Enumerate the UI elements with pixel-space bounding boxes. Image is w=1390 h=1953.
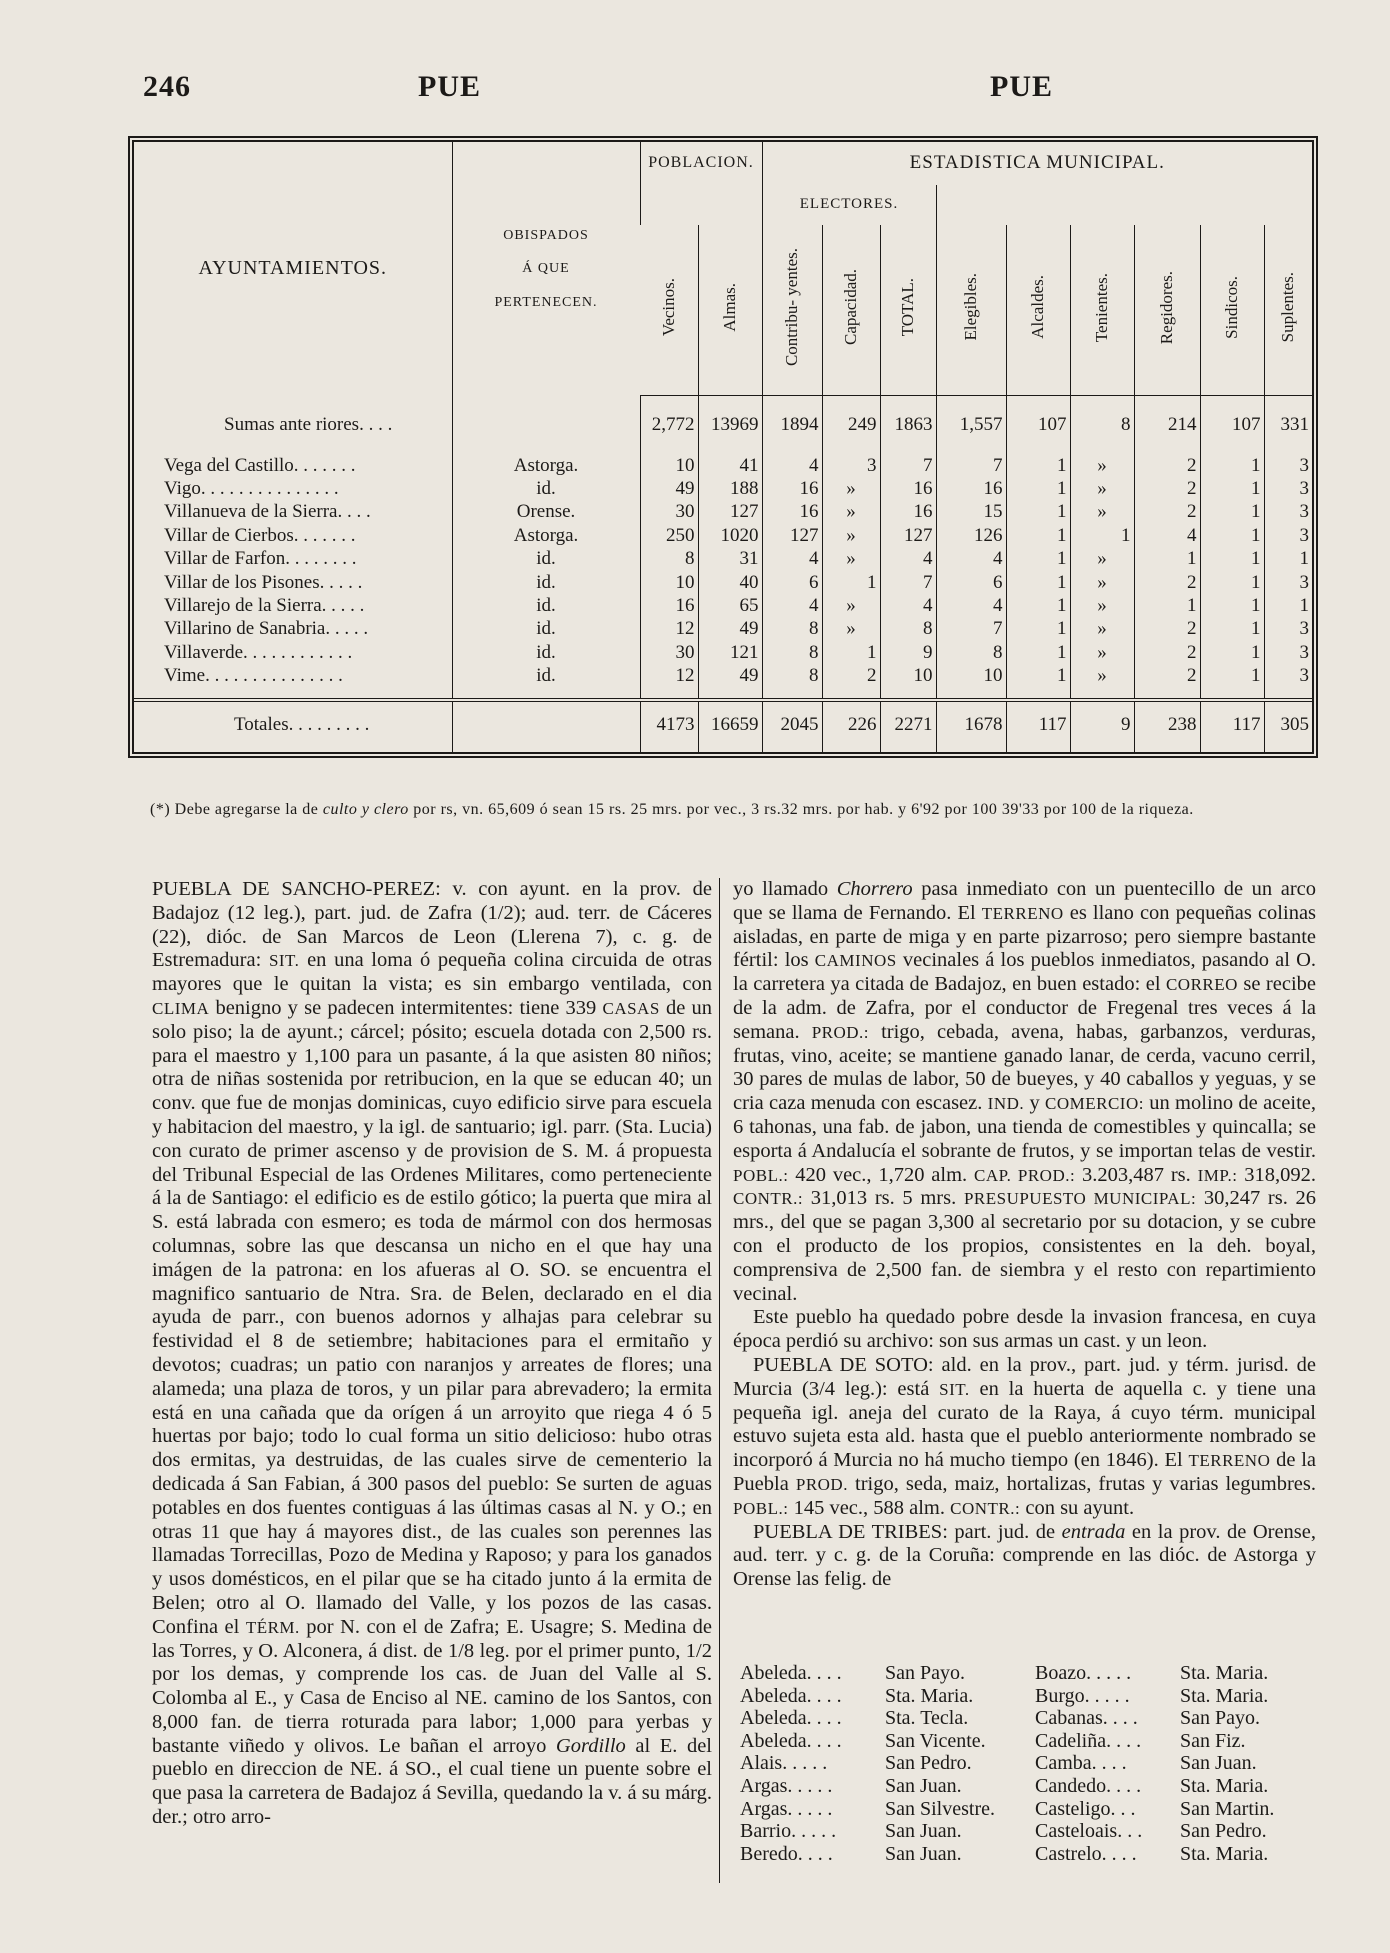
cell-value: 8 (880, 618, 936, 641)
cell-value: 1 (1200, 594, 1264, 617)
cell-value: 2 (1134, 501, 1200, 524)
table-row (134, 641, 1312, 664)
row-name: Villaverde. . . . . . . . . . . . (164, 641, 353, 663)
cell-value: 1 (1134, 548, 1200, 571)
cell-value: 3 (822, 454, 880, 477)
row-name: Villanueva de la Sierra. . . . (164, 501, 371, 523)
cell-value: 1678 (936, 700, 1006, 748)
cell-value: 1 (1134, 594, 1200, 617)
parish-cell: San Payo. (885, 1662, 965, 1684)
cell-value: 9 (1070, 700, 1134, 748)
row-obispado: id. (452, 641, 640, 664)
cell-value: 3 (1264, 665, 1312, 689)
cell-value: 4 (880, 594, 936, 617)
column-header: Alcaldes. (1006, 225, 1070, 396)
cell-value: 8 (762, 665, 822, 689)
statistics-table (128, 136, 1318, 758)
cell-value: 8 (762, 618, 822, 641)
cell-value: 7 (936, 454, 1006, 477)
cell-value: 16 (762, 501, 822, 524)
text-column-left (152, 878, 712, 1830)
footnote: (*) Debe agregarse la de culto y clero por rs, vn. 65,609 ó sean 15 rs. 25 mrs. por vec., 3 rs.32 mrs. por hab. y 6'92 por 100 39'33 por 100 de la riqueza. (150, 801, 1194, 818)
cell-value: 1 (1006, 454, 1070, 477)
cell-value: 126 (936, 524, 1006, 547)
row-obispado: id. (452, 477, 640, 500)
cell-value: 4 (1134, 524, 1200, 547)
parish-cell: San Juan. (885, 1842, 962, 1865)
cell-value: 8 (936, 641, 1006, 664)
table-row (134, 454, 1312, 477)
cell-value: 2045 (762, 700, 822, 748)
cell-value: » (1070, 548, 1134, 571)
parish-cell: Boazo. . . . . (1035, 1662, 1132, 1684)
cell-value: 7 (880, 454, 936, 477)
cell-value: 2 (1134, 618, 1200, 641)
column-header: Suplentes. (1264, 225, 1312, 396)
parish-list (740, 1662, 1320, 1865)
cell-value: 1 (1006, 571, 1070, 594)
cell-value: 1 (1200, 501, 1264, 524)
paragraph-history: Este pueblo ha quedado pobre desde la invasion francesa, en cuya época perdió su archivo: son sus armas un cast. y un leon. (733, 1306, 1316, 1353)
parish-cell: Sta. Maria. (1180, 1774, 1269, 1797)
cell-value: 1 (1200, 571, 1264, 594)
cell-value: 1,557 (936, 396, 1006, 454)
row-obispado: id. (452, 594, 640, 617)
cell-value: 1 (1264, 548, 1312, 571)
header-obispados: OBISPADOS Á QUE PERTENECEN. (452, 142, 640, 396)
running-head-right: PUE (990, 70, 1053, 103)
cell-value: » (822, 501, 880, 524)
cell-value: 1 (822, 571, 880, 594)
cell-value: 331 (1264, 396, 1312, 454)
cell-value: 8 (762, 641, 822, 664)
parish-cell: Cadeliña. . . . (1035, 1729, 1142, 1752)
cell-value: 127 (762, 524, 822, 547)
row-name: Villarino de Sanabria. . . . . (164, 618, 369, 640)
parish-cell: Sta. Maria. (1180, 1662, 1269, 1684)
cell-value: 1 (1200, 454, 1264, 477)
cell-value: 1 (1006, 477, 1070, 500)
row-name: Villar de Farfon. . . . . . . . (164, 548, 357, 570)
cell-value: 3 (1264, 477, 1312, 500)
cell-value: 3 (1264, 571, 1312, 594)
cell-value: 10 (640, 454, 698, 477)
cell-value: 12 (640, 665, 698, 689)
cell-value: 15 (936, 501, 1006, 524)
cell-value: 4 (762, 594, 822, 617)
running-head-left: PUE (418, 70, 481, 103)
column-header: Contribu- yentes. (762, 225, 822, 396)
parish-cell: Casteligo. . . (1035, 1797, 1136, 1820)
parish-cell: Camba. . . . (1035, 1752, 1127, 1775)
cell-value: » (822, 548, 880, 571)
cell-value: 2 (1134, 641, 1200, 664)
parish-row (740, 1752, 1320, 1775)
parish-cell: Argas. . . . . (740, 1774, 833, 1797)
parish-cell: San Payo. (1180, 1707, 1260, 1730)
header-ayuntamientos: AYUNTAMIENTOS. (198, 257, 388, 280)
cell-value: 305 (1264, 700, 1312, 748)
cell-value: » (1070, 641, 1134, 664)
cell-value: 3 (1264, 454, 1312, 477)
cell-value: 1 (1200, 548, 1264, 571)
parish-cell: Abeleda. . . . (740, 1707, 842, 1730)
cell-value: 238 (1134, 700, 1200, 748)
table-row (134, 571, 1312, 594)
cell-value: 1 (1200, 665, 1264, 689)
column-header: Regidores. (1134, 225, 1200, 396)
row-obispado: id. (452, 548, 640, 571)
parish-cell: Abeleda. . . . (740, 1729, 842, 1752)
row-obispado: Orense. (452, 501, 640, 524)
parish-row (740, 1843, 1320, 1866)
cell-value: 16 (880, 477, 936, 500)
cell-value: 249 (822, 396, 880, 454)
table-row (134, 524, 1312, 547)
parish-cell: Burgo. . . . . (1035, 1684, 1130, 1707)
cell-value: 4173 (640, 700, 698, 748)
cell-value: 8 (640, 548, 698, 571)
cell-value: 1 (1006, 665, 1070, 689)
cell-value: » (1070, 665, 1134, 689)
column-header: Capacidad. (822, 225, 880, 396)
cell-value: 4 (762, 454, 822, 477)
cell-value: 13969 (698, 396, 762, 454)
parish-cell: Barrio. . . . . (740, 1820, 837, 1843)
cell-value: 10 (936, 665, 1006, 689)
cell-value: 10 (640, 571, 698, 594)
totals-label: Totales. . . . . . . . . (134, 700, 452, 748)
cell-value: 7 (936, 618, 1006, 641)
cell-value: » (1070, 454, 1134, 477)
column-header: Sindicos. (1200, 225, 1264, 396)
cell-value: 4 (936, 594, 1006, 617)
cell-value: 3 (1264, 501, 1312, 524)
cell-value: » (822, 524, 880, 547)
cell-value: 226 (822, 700, 880, 748)
cell-value: 1 (1006, 618, 1070, 641)
cell-value: » (822, 477, 880, 500)
parish-cell: Casteloais. . . (1035, 1820, 1143, 1843)
cell-value: 1 (1200, 618, 1264, 641)
parish-cell: Abeleda. . . . (740, 1662, 842, 1684)
parish-row (740, 1775, 1320, 1798)
cell-value: 16 (640, 594, 698, 617)
cell-value: 1 (1070, 524, 1134, 547)
cell-value: 41 (698, 454, 762, 477)
parish-cell: San Fiz. (1180, 1729, 1246, 1752)
cell-value: 2 (1134, 665, 1200, 689)
cell-value: 6 (762, 571, 822, 594)
parish-cell: San Juan. (885, 1774, 962, 1797)
parish-cell: Argas. . . . . (740, 1797, 833, 1820)
cell-value: » (1070, 571, 1134, 594)
cell-value: 250 (640, 524, 698, 547)
page-number: 246 (143, 70, 191, 103)
cell-value: 117 (1200, 700, 1264, 748)
parish-cell: Cabanas. . . . (1035, 1707, 1138, 1730)
parish-cell: San Vicente. (885, 1729, 986, 1752)
cell-value: 40 (698, 571, 762, 594)
cell-value: 107 (1200, 396, 1264, 454)
parish-cell: Beredo. . . . (740, 1842, 833, 1865)
cell-value: 1020 (698, 524, 762, 547)
cell-value: 117 (1006, 700, 1070, 748)
table-row (134, 618, 1312, 641)
parish-cell: San Martin. (1180, 1797, 1275, 1820)
cell-value: 1 (1006, 594, 1070, 617)
parish-cell: San Juan. (1180, 1752, 1257, 1775)
column-header: Vecinos. (640, 225, 698, 396)
cell-value: » (1070, 594, 1134, 617)
table-row (134, 594, 1312, 617)
cell-value: 12 (640, 618, 698, 641)
parish-cell: Sta. Maria. (1180, 1684, 1269, 1707)
cell-value: 4 (762, 548, 822, 571)
row-obispado: id. (452, 618, 640, 641)
parish-cell: Sta. Tecla. (885, 1707, 969, 1730)
row-name: Villarejo de la Sierra. . . . . (164, 595, 365, 617)
row-obispado: id. (452, 665, 640, 689)
cell-value: 49 (640, 477, 698, 500)
column-header: Tenientes. (1070, 225, 1134, 396)
row-name: Vigo. . . . . . . . . . . . . . . (164, 478, 339, 500)
cell-value: 1 (1006, 524, 1070, 547)
cell-value: 2 (1134, 454, 1200, 477)
row-name: Villar de los Pisones. . . . . (164, 571, 363, 593)
table-row (134, 548, 1312, 571)
cell-value: 1 (1200, 641, 1264, 664)
parish-row (740, 1798, 1320, 1821)
sums-label: Sumas ante riores. . . . (224, 413, 393, 435)
cell-value: 7 (880, 571, 936, 594)
cell-value: » (822, 618, 880, 641)
cell-value: 4 (936, 548, 1006, 571)
totals-row (134, 700, 1312, 748)
cell-value: 2 (1134, 477, 1200, 500)
parish-cell: Castrelo. . . . (1035, 1842, 1137, 1865)
cell-value: » (822, 594, 880, 617)
entry-puebla-de-sancho-perez: PUEBLA DE SANCHO-PEREZ: v. con ayunt. en la prov. de Badajoz (12 leg.), part. jud. de Zafra (1/2); aud. terr. de Cáceres (22), dióc. de San Marcos de Leon (Llerena 7), c. g. de Estremadura: SIT. en una loma ó pequeña colina circuida de otras mayores que le quitan la vista; es sin embargo ventilada, con CLIMA benigno y se padecen intermitentes: tiene 339 CASAS de un solo piso; la de ayunt.; cárcel; pósito; escuela dotada con 2,500 rs. para el maestro y 1,100 para un pasante, á la que asisten 80 niños; otra de niñas sostenida por retribucion, en la que se educan 40; un conv. que fue de monjas dominicas, cuyo edificio sirve para escuela y habitacion del maestro, y la igl. de santuario; igl. parr. (Sta. Lucia) con curato de primer ascenso y de provision de S. M. á propuesta del Tribunal Especial de las Ordenes Militares, como perteneciente á la de Santiago: el edificio es de estilo gótico; la puerta que mira al S. está labrada con esmero; es toda de mármol con dos hermosas columnas, sobre las que descansa un nicho en el que hay una imágen de la patrona: en los afueras al O. SO. se encuentra el magnifico santuario de Ntra. Sra. de Belen, declarado en el dia ayuda de parr., con buenos adornos y alhajas para celebrar su festividad el 8 de setiembre; habitaciones para el ermitaño y devotos; cuadras; un patio con naranjos y arreates de flores; una alameda; una plaza de toros, y un pilar para abrevadero; la ermita está en una cañada que da orígen á un arroyito que riega 4 ó 5 huertas por bajo; todo lo cual forma un sitio delicioso: hubo otras dos ermitas, ya destruidas, de las cuales sirve de cementerio la dedicada á San Fabian, á 300 pasos del pueblo: Se surten de aguas potables en dos fuentes contiguas á las últimas casas al N. y O.; en otras 11 que hay á mayores dist., de las cuales son perennes las llamadas Torrecillas, Pozo de Medina y Raposo; y para los ganados y usos domésticos, en el pilar que se ha citado junto á la ermita de Belen; otro al O. llamado del Valle, y los pozos de las casas. Confina el TÉRM. por N. con el de Zafra; E. Usagre; S. Medina de las Torres, y O. Alconera, á dist. de 1/8 leg. por el primer punto, 1/2 por los demas, y comprende los cas. de Juan del Valle al S. Colomba al E., y Casa de Enciso al NE. camino de los Santos, con 8,000 fan. de tierra roturada para labor; 1,000 para yerbas y bastante viñedo y olivos. Le bañan el arroyo Gordillo al E. del pueblo en direccion de NE. á SO., el cual tiene un puente sobre el que pasa la carretera de Badajoz á Sevilla, quedando la v. á su márg. der.; otro arro- (152, 878, 713, 1829)
cell-value: 16 (762, 477, 822, 500)
cell-value: 1894 (762, 396, 822, 454)
cell-value: 214 (1134, 396, 1200, 454)
cell-value: 1 (1200, 477, 1264, 500)
cell-value: 1 (1264, 594, 1312, 617)
table-row (134, 477, 1312, 500)
cell-value: 2,772 (640, 396, 698, 454)
header-estadistica: ESTADISTICA MUNICIPAL. (762, 142, 1312, 185)
cell-value: 16659 (698, 700, 762, 748)
parish-cell: Abeleda. . . . (740, 1684, 842, 1707)
cell-value: 1 (1200, 524, 1264, 547)
cell-value: 65 (698, 594, 762, 617)
cell-value: 1 (1006, 501, 1070, 524)
parish-cell: Sta. Maria. (885, 1684, 974, 1707)
cell-value: 49 (698, 618, 762, 641)
row-obispado: Astorga. (452, 524, 640, 547)
cell-value: 31 (698, 548, 762, 571)
cell-value: 9 (880, 641, 936, 664)
cell-value: 6 (936, 571, 1006, 594)
cell-value: » (1070, 501, 1134, 524)
cell-value: 4 (880, 548, 936, 571)
table-row (134, 501, 1312, 524)
row-obispado: Astorga. (452, 454, 640, 477)
cell-value: 127 (698, 501, 762, 524)
cell-value: 3 (1264, 618, 1312, 641)
entry-continuation: yo llamado Chorrero pasa inmediato con un puentecillo de un arco que se llama de Fernando. El TERRENO es llano con pequeñas colinas aisladas, en parte de miga y en parte pizarroso; pero siempre bastante fértil: los CAMINOS vecinales á los pueblos inmediatos, pasando al O. la carretera ya citada de Badajoz, en buen estado: el CORREO se recibe de la adm. de Zafra, por el conductor de Fregenal tres veces á la semana. PROD.: trigo, cebada, avena, habas, garbanzos, verduras, frutas, vino, aceite; se mantiene ganado lanar, de cerda, vacuno cerril, 30 pares de mulas de labor, 50 de bueyes, y 40 caballos y yeguas, y se cria caza menuda con escasez. IND. y COMERCIO: un molino de aceite, 6 tahonas, una fab. de jabon, una tienda de comestibles y quincalla; se esporta á Andalucía el sobrante de frutos, y se importan telas de vestir. POBL.: 420 vec., 1,720 alm. CAP. PROD.: 3.203,487 rs. IMP.: 318,092. CONTR.: 31,013 rs. 5 mrs. PRESUPUESTO MUNICIPAL: 30,247 rs. 26 mrs., del que se pagan 3,300 al secretario por su dotacion, y se cubre con el producto de los propios, consistentes en la deh. boyal, comprensiva de 2,500 fan. de siembra y el resto con repartimiento vecinal. (733, 878, 1317, 1305)
parish-cell: Sta. Maria. (1180, 1842, 1269, 1865)
text-column-right (733, 878, 1316, 1592)
parish-row (740, 1820, 1320, 1843)
column-header: Almas. (698, 225, 762, 396)
cell-value: 1 (1006, 548, 1070, 571)
cell-value: 1 (822, 641, 880, 664)
cell-value: 49 (698, 665, 762, 689)
row-name: Villar de Cierbos. . . . . . . (164, 524, 356, 546)
entry-puebla-de-soto: PUEBLA DE SOTO: ald. en la prov., part. jud. y térm. jurisd. de Murcia (3/4 leg.): está SIT. en la huerta de aquella c. y tiene una pequeña igl. aneja del curato de la Raya, á cuyo térm. municipal estuvo sujeta esta ald. hasta que el pueblo anteriormente nombrado se incorporó á Murcia no há mucho tiempo (en 1846). El TERRENO de la Puebla PROD. trigo, seda, maiz, hortalizas, frutas y varias legumbres. POBL.: 145 vec., 588 alm. CONTR.: con su ayunt. (733, 1353, 1317, 1519)
row-obispado: id. (452, 571, 640, 594)
cell-value: 8 (1070, 396, 1134, 454)
cell-value: 16 (936, 477, 1006, 500)
cell-value: 1 (1006, 641, 1070, 664)
cell-value: 188 (698, 477, 762, 500)
cell-value: 3 (1264, 524, 1312, 547)
parish-cell: San Silvestre. (885, 1797, 995, 1820)
parish-cell: San Juan. (885, 1820, 962, 1843)
cell-value: 2 (822, 665, 880, 689)
column-header: TOTAL. (880, 225, 936, 396)
cell-value: 30 (640, 641, 698, 664)
cell-value: 30 (640, 501, 698, 524)
parish-cell: San Pedro. (885, 1752, 972, 1775)
parish-row (740, 1730, 1320, 1753)
sums-row (134, 396, 1312, 454)
cell-value: 1863 (880, 396, 936, 454)
parish-cell: San Pedro. (1180, 1820, 1267, 1843)
parish-cell: Candedo. . . . (1035, 1774, 1142, 1797)
cell-value: 127 (880, 524, 936, 547)
cell-value: 10 (880, 665, 936, 689)
cell-value: 2271 (880, 700, 936, 748)
parish-cell: Alais. . . . . (740, 1752, 828, 1775)
column-header: Elegibles. (936, 225, 1006, 396)
cell-value: 121 (698, 641, 762, 664)
row-name: Vime. . . . . . . . . . . . . . . (164, 665, 343, 687)
table-row (134, 665, 1312, 689)
header-electores: ELECTORES. (762, 185, 936, 225)
cell-value: 3 (1264, 641, 1312, 664)
parish-row (740, 1707, 1320, 1730)
cell-value: » (1070, 477, 1134, 500)
cell-value: 107 (1006, 396, 1070, 454)
row-name: Vega del Castillo. . . . . . . (164, 454, 356, 476)
entry-puebla-de-tribes: PUEBLA DE TRIBES: part. jud. de entrada en la prov. de Orense, aud. terr. y c. g. de la Coruña: comprende en las dióc. de Astorga y Orense las felig. de (733, 1520, 1316, 1591)
parish-row (740, 1685, 1320, 1708)
parish-row (740, 1662, 1320, 1685)
header-poblacion: POBLACION. (640, 142, 762, 185)
cell-value: 16 (880, 501, 936, 524)
cell-value: » (1070, 618, 1134, 641)
cell-value: 2 (1134, 571, 1200, 594)
column-divider (719, 878, 720, 1883)
